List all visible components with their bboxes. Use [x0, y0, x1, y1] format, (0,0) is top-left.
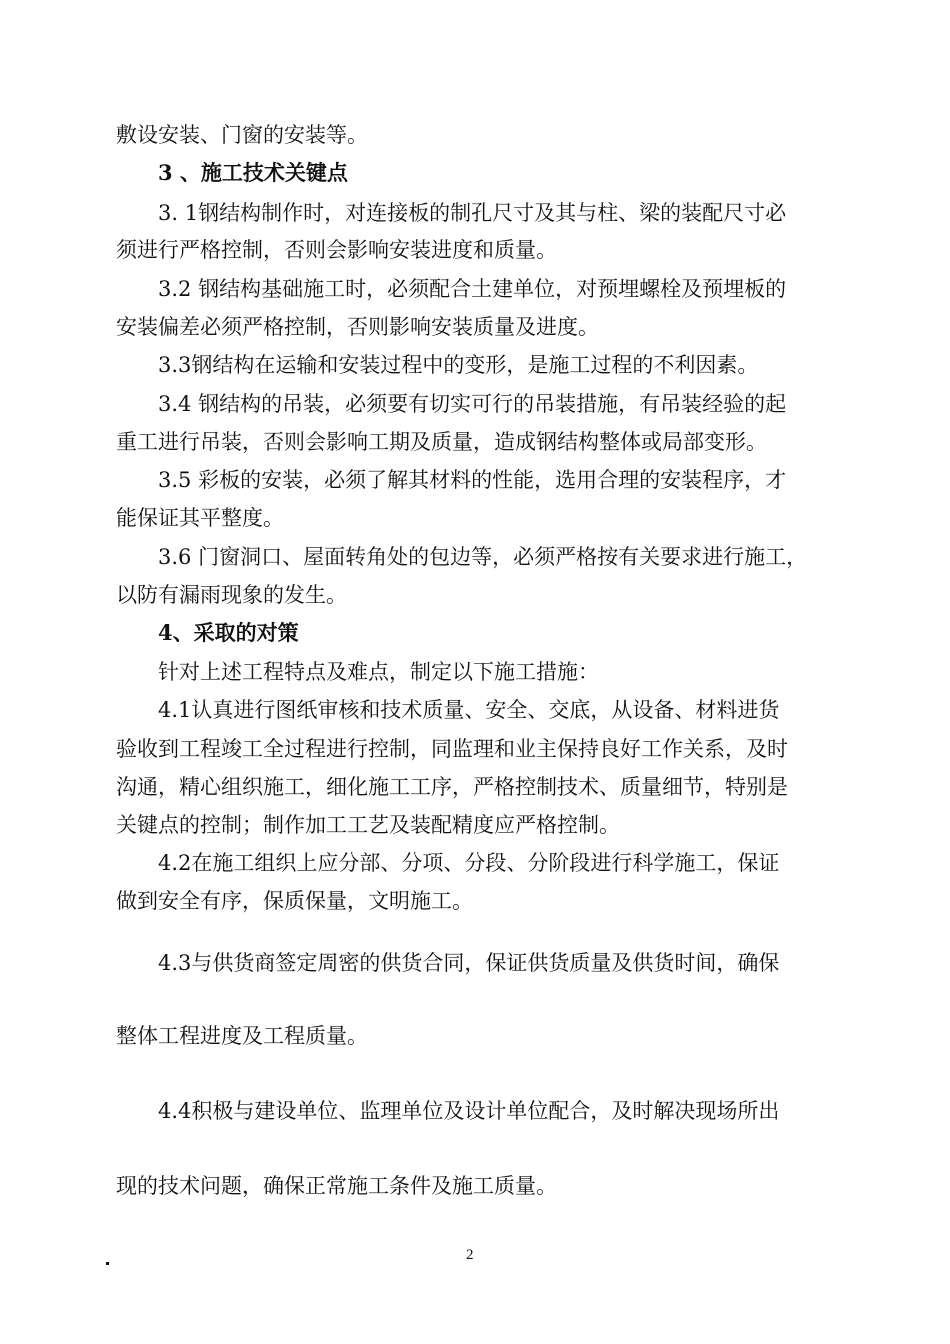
- text-line: 验收到工程竣工全过程进行控制，同监理和业主保持良好工作关系，及时: [116, 737, 788, 761]
- text-line: 针对上述工程特点及难点，制定以下施工措施：: [158, 660, 599, 684]
- footer-dot: [106, 1262, 109, 1265]
- text-line: 3.5 彩板的安装，必须了解其材料的性能，选用合理的安装程序，才: [158, 468, 787, 492]
- text-line: 做到安全有序，保质保量，文明施工。: [116, 889, 473, 913]
- text-line: 关键点的控制；制作加工工艺及装配精度应严格控制。: [116, 813, 620, 837]
- text-line: 沟通，精心组织施工，细化施工工序，严格控制技术、质量细节，特别是: [116, 775, 788, 799]
- text-line: 4.4积极与建设单位、监理单位及设计单位配合，及时解决现场所出: [158, 1099, 780, 1123]
- text-line: 敷设安装、门窗的安装等。: [116, 123, 368, 147]
- text-line: 整体工程进度及工程质量。: [116, 1024, 368, 1048]
- section-heading: 3 、施工技术关键点: [158, 160, 348, 185]
- text-line: 3. 1钢结构制作时，对连接板的制孔尺寸及其与柱、梁的装配尺寸必: [158, 201, 787, 225]
- page-number: 2: [466, 1247, 474, 1263]
- text-line: 4.2在施工组织上应分部、分项、分段、分阶段进行科学施工，保证: [158, 851, 780, 875]
- text-line: 安装偏差必须严格控制，否则影响安装质量及进度。: [116, 315, 599, 339]
- text-line: 须进行严格控制，否则会影响安装进度和质量。: [116, 238, 557, 262]
- text-line: 以防有漏雨现象的发生。: [116, 583, 347, 607]
- text-line: 4.1认真进行图纸审核和技术质量、安全、交底，从设备、材料进货: [158, 698, 780, 722]
- text-line: 现的技术问题，确保正常施工条件及施工质量。: [116, 1174, 557, 1198]
- text-line: 3.2 钢结构基础施工时，必须配合土建单位，对预埋螺栓及预埋板的: [158, 277, 787, 301]
- section-heading: 4、采取的对策: [158, 620, 299, 645]
- text-line: 能保证其平整度。: [116, 506, 284, 530]
- text-line: 重工进行吊装，否则会影响工期及质量，造成钢结构整体或局部变形。: [116, 430, 767, 454]
- text-line: 3.3钢结构在运输和安装过程中的变形，是施工过程的不利因素。: [158, 353, 759, 377]
- text-line: 3.6 门窗洞口、屋面转角处的包边等，必须严格按有关要求进行施工，: [158, 545, 808, 569]
- text-line: 3.4 钢结构的吊装，必须要有切实可行的吊装措施，有吊装经验的起: [158, 392, 787, 416]
- text-line: 4.3与供货商签定周密的供货合同，保证供货质量及供货时间，确保: [158, 951, 780, 975]
